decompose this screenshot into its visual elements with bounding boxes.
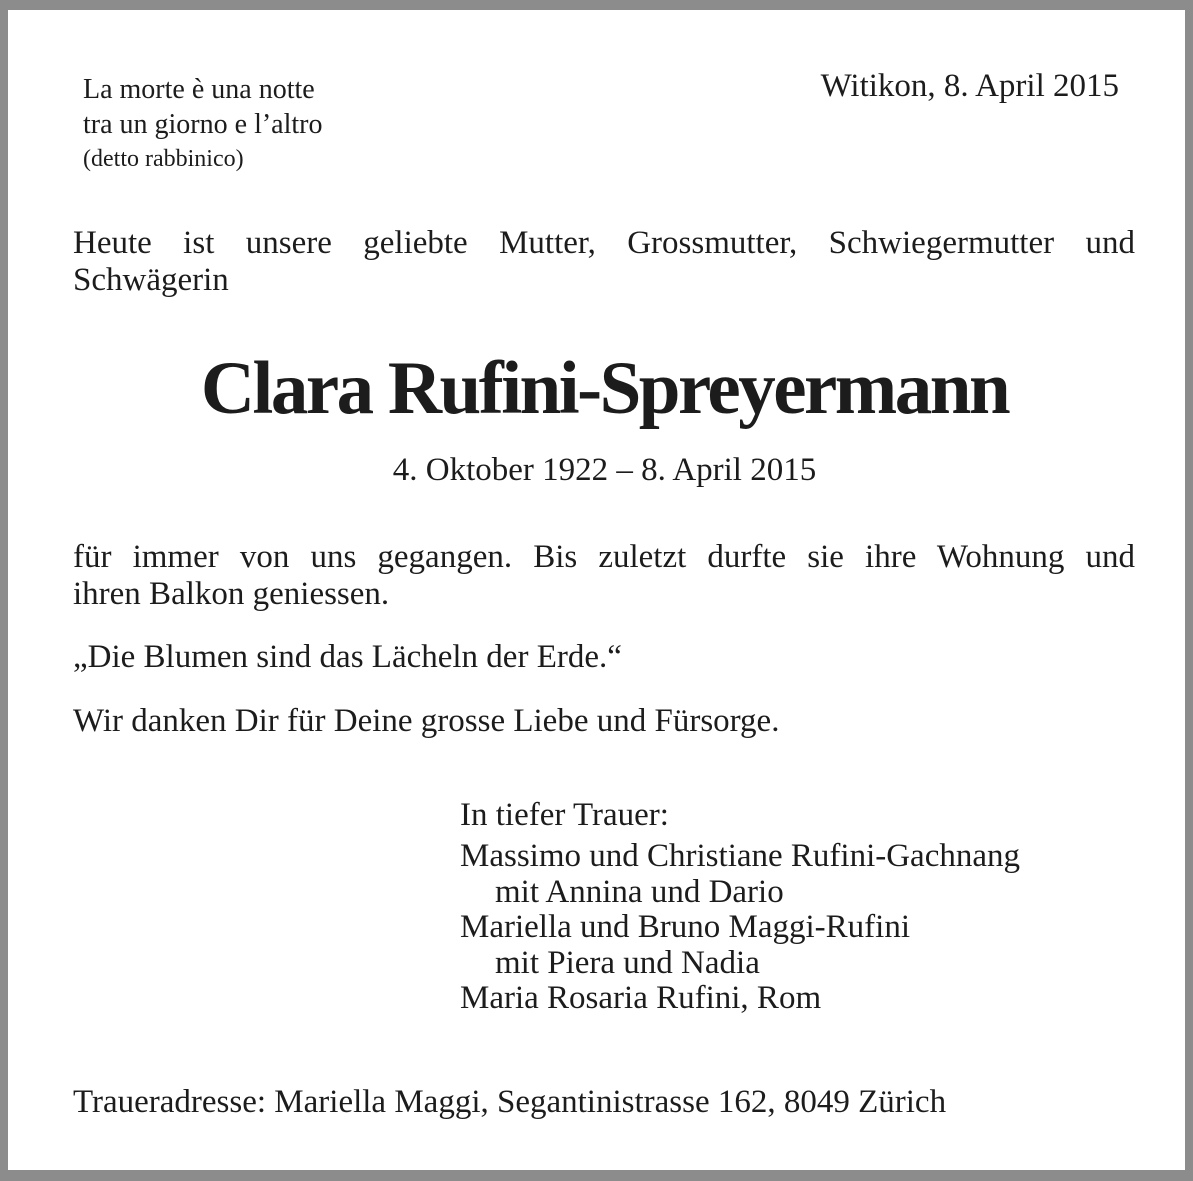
quote: „Die Blumen sind das Lächeln der Erde.“ (73, 639, 622, 675)
place-date: Witikon, 8. April 2015 (820, 68, 1119, 104)
intro-line-2: Schwägerin (73, 262, 229, 298)
intro-line-1: Heute ist unsere geliebte Mutter, Grossmutter, Schwiegermutter und (73, 225, 1135, 261)
mourners-list (460, 839, 1020, 1017)
mourner-entry: Massimo und Christiane Rufini-Gachnang (460, 838, 1021, 874)
mourning-address: Traueradresse: Mariella Maggi, Segantinistrasse 162, 8049 Zürich (73, 1084, 947, 1120)
mourner-entry-children: mit Annina und Dario (495, 873, 784, 910)
motto-line-1: La morte è una notte (83, 74, 315, 105)
life-dates: 4. Oktober 1922 – 8. April 2015 (392, 452, 817, 488)
motto-source: (detto rabbinico) (83, 146, 244, 172)
mourner-entry: Maria Rosaria Rufini, Rom (460, 980, 822, 1016)
motto (83, 72, 322, 176)
thanks-text: Wir danken Dir für Deine grosse Liebe und Fürsorge. (73, 703, 780, 739)
body-line-2: ihren Balkon geniessen. (73, 576, 390, 612)
mourner-entry: Mariella und Bruno Maggi-Rufini (460, 909, 911, 945)
body-text (73, 539, 1135, 613)
intro-text (73, 225, 1135, 299)
mourner-entry-children: mit Piera und Nadia (495, 944, 760, 981)
mourning-heading: In tiefer Trauer: (460, 797, 669, 833)
body-line-1: für immer von uns gegangen. Bis zuletzt durfte sie ihre Wohnung und (73, 539, 1135, 575)
deceased-name: Clara Rufini-Spreyermann (200, 347, 1009, 430)
motto-line-2: tra un giorno e l’altro (83, 109, 323, 140)
